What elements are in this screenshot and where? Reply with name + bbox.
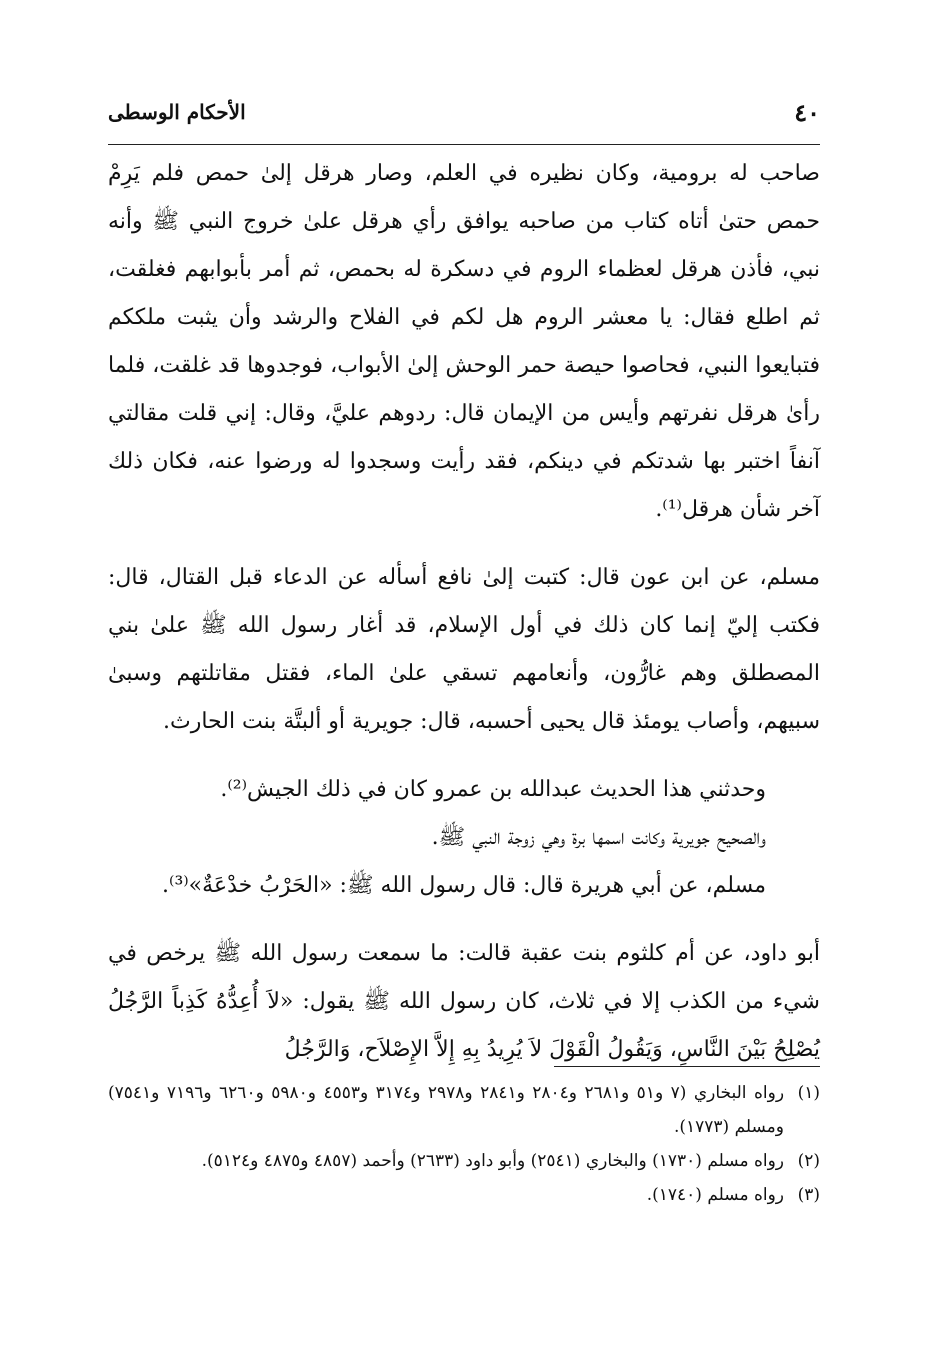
page-header bbox=[108, 96, 820, 136]
paragraph-umm-kulthum: أبو داود، عن أم كلثوم بنت عقبة قالت: ما سمعت رسول الله ﷺ يرخص في شيء من الكذب إلا في ثلاث، كان رسول الله ﷺ يقول: «لاَ أُعِدُّهُ كَذِباً الرَّجُلُ يُصْلِحُ بَيْنَ النَّاسِ، وَيَقُولُ الْقَوْلَ لاَ يُرِيدُ بِهِ إِلاَّ الإِصْلاَح، وَالرَّجُلُ bbox=[108, 941, 820, 1062]
paragraph-ibn-awn: مسلم، عن ابن عون قال: كتبت إلىٰ نافع أسأله عن الدعاء قبل القتال، قال: فكتب إليّ إنما كان ذلك في أول الإسلام، قد أغار رسول الله ﷺ علىٰ بني المصطلق وهم غارُّون، وأنعامهم تسقي علىٰ الماء، فقتل مقاتلتهم وسبىٰ سبيهم، وأصاب يومئذ قال يحيى أحسبه، قال: جويرية أو ألبتَّة بنت الحارث. bbox=[108, 565, 820, 734]
footnote-1 bbox=[108, 1076, 820, 1144]
paragraph-juwayriya: والصحيح جويرية وكانت اسمها برة وهي زوجة النبي ﷺ. bbox=[431, 825, 766, 850]
footnote-text: رواه مسلم (١٧٤٠). bbox=[646, 1185, 784, 1205]
header-divider bbox=[108, 144, 820, 145]
footnote-number: (١) bbox=[797, 1083, 820, 1103]
footnote-number: (٢) bbox=[797, 1151, 820, 1171]
footnote-text: رواه مسلم (١٧٣٠) والبخاري (٢٥٤١) وأبو داود (٢٦٣٣) وأحمد (٤٨٥٧ و٤٨٧٥ و٥١٢٤). bbox=[201, 1151, 784, 1171]
paragraph-abdullah-ibn-amr: وحدثني هذا الحديث عبدالله بن عمرو كان في ذلك الجيش⁽²⁾. bbox=[220, 777, 766, 802]
paragraph-war-deception: مسلم، عن أبي هريرة قال: قال رسول الله ﷺ: «الحَرْبُ خدْعَةٌ»⁽³⁾. bbox=[162, 873, 766, 898]
main-text bbox=[108, 150, 820, 1074]
footnote-divider bbox=[554, 1066, 820, 1067]
footnotes bbox=[108, 1076, 820, 1212]
footnote-text: رواه البخاري (٧ و٥١ و٢٦٨١ و٢٨٠٤ و٢٨٤١ و٢٩٧٨ و٣١٧٤ و٤٥٥٣ و٥٩٨٠ و٦٢٦٠ و٧١٩٦ و٧٥٤١) ومسلم (١٧٧٣). bbox=[108, 1083, 785, 1137]
footnote-2 bbox=[108, 1144, 820, 1178]
footnote-number: (٣) bbox=[797, 1185, 820, 1205]
footnote-3 bbox=[108, 1178, 820, 1212]
page-number: ٤٠ bbox=[794, 98, 820, 127]
book-title: الأحكام الوسطى bbox=[108, 100, 246, 124]
paragraph-heraclius: صاحب له برومية، وكان نظيره في العلم، وصار هرقل إلىٰ حمص فلم يَرِمْ حمص حتىٰ أتاه كتاب من صاحبه يوافق رأي هرقل علىٰ خروج النبي ﷺ وأنه نبي، فأذن هرقل لعظماء الروم في دسكرة له بحمص، ثم أمر بأبوابهم فغلقت، ثم اطلع فقال: يا معشر الروم هل لكم في الفلاح والرشد وأن يثبت ملككم فتبايعوا النبي، فحاصوا حيصة حمر الوحش إلىٰ الأبواب، فوجدوها قد غلقت، فلما رأىٰ هرقل نفرتهم وأيس من الإيمان قال: ردوهم عليَّ، وقال: إني قلت مقالتي آنفاً اختبر بها شدتكم في دينكم، فقد رأيت وسجدوا له ورضوا عنه، فكان ذلك آخر شأن هرقل⁽¹⁾. bbox=[108, 161, 820, 522]
